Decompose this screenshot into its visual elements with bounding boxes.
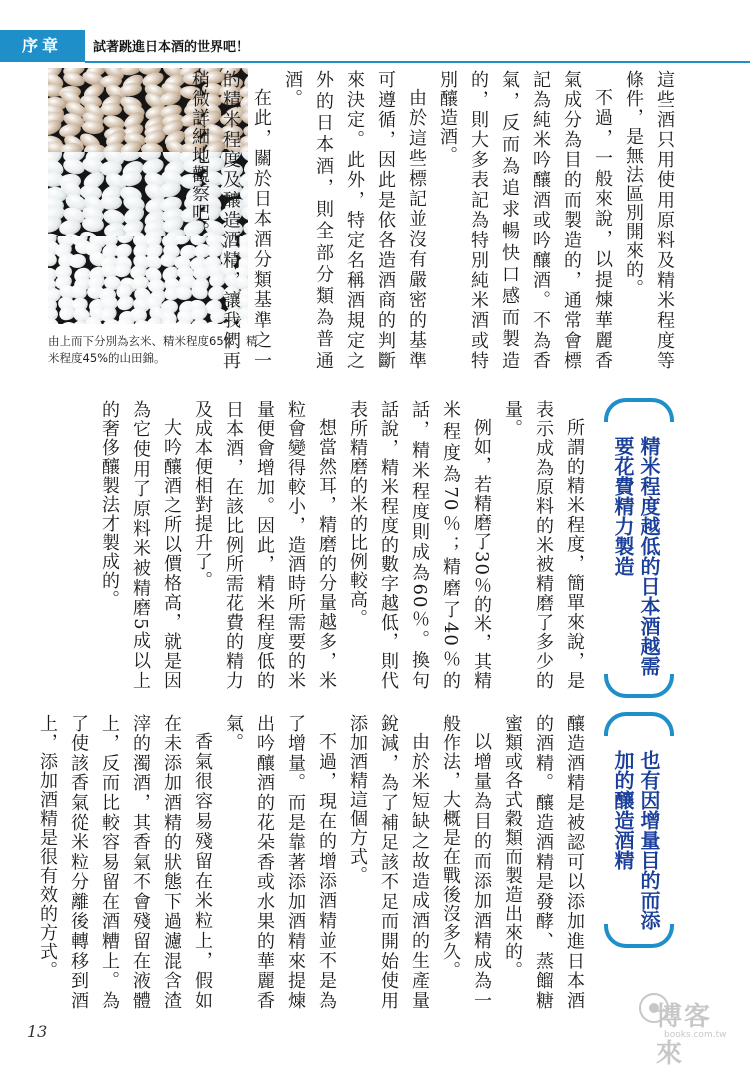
chapter-tab: 序章 (0, 30, 85, 62)
heading-polishing (604, 398, 674, 698)
photo-caption: 由上而下分別為玄米、精米程度65%、精米程度45%的山田錦。 (48, 334, 258, 365)
rice-grain (100, 195, 122, 210)
paragraph: 不過，一般來說，以提煉華麗香氣成分為目的而製造的，通常會標記為純米吟釀酒或吟釀酒。不為香氣，反而為追求暢快口感而製造的，則大多表記為特別純米酒或特別釀造酒。 (437, 70, 613, 370)
section-brewing-alcohol-text (37, 714, 590, 1010)
watermark-text: 博客來 (656, 1002, 713, 1069)
paragraph: 釀造酒精是被認可以添加進日本酒的酒精。釀造酒精是發酵、蒸餾糖蜜類或各式穀類而製造出來的。 (502, 714, 585, 1010)
paragraph: 由於這些標記並沒有嚴密的基準可遵循，因此是依各造酒商的判斷來決定。此外，特定名稱酒規定之外的日本酒，則全部分類為普通酒。 (282, 70, 427, 370)
rice-grain (100, 103, 122, 116)
heading-brewing-alcohol (604, 712, 674, 948)
bookstore-watermark (636, 986, 736, 1069)
heading-text: 也有因增量目的而添加的釀造酒精 (611, 750, 661, 930)
paragraph: 這些酒只用使用原料及精米程度等條件，是無法區別開來的。 (623, 70, 675, 370)
paragraph: 由於米短缺之故造成酒的生產量銳減，為了補足該不足而開始使用添加酒精這個方式。 (347, 714, 430, 1010)
page-number: 13 (27, 1022, 48, 1041)
paragraph: 想當然耳，精磨的分量越多，米粒會變得較小，造酒時所需要的米量便會增加。因此，精米程度低的日本酒，在該比例所需花費的精力及成本便相對提升了。 (192, 400, 337, 690)
heading-bracket-top (604, 712, 674, 736)
chapter-subtitle: 試著跳進日本酒的世界吧！ (93, 40, 250, 55)
paragraph: 在此，關於日本酒分類基準之一的精米程度及釀造酒精，讓我們再稍微詳細地觀察吧。 (189, 70, 272, 370)
paragraph: 例如，若精磨了30％的米，其精米程度為70％；精磨了40％的話，精米程度則成為60％。換句話說，精米程度的數字越低，則代表所精磨的米的比例較高。 (347, 400, 492, 690)
heading-bracket-bottom (604, 674, 674, 698)
paragraph: 香氣很容易殘留在米粒上，假如在未添加酒精的狀態下過濾混含渣滓的濁酒，其香氣不會殘留在液體上，反而比較容易留在酒糟上。為了使該香氣從米粒分離後轉移到酒上，添加酒精是很有效的方式。 (37, 714, 213, 1010)
header-rule (85, 61, 750, 63)
heading-text: 精米程度越低的日本酒越需要花費精力製造 (611, 436, 661, 676)
heading-bracket-bottom (604, 924, 674, 948)
watermark-url: books.com.tw (664, 1030, 727, 1040)
paragraph: 大吟釀酒之所以價格高，就是因為它使用了原料米被精磨5成以上的奢侈釀製法才製成的。 (99, 400, 182, 690)
paragraph: 所謂的精米程度，簡單來說，是表示成為原料的米被精磨了多少的量。 (502, 400, 585, 690)
heading-bracket-top (604, 398, 674, 422)
section-intro-text (189, 70, 680, 370)
paragraph: 以增量為目的而添加酒精成為一般作法，大概是在戰後沒多久。 (440, 714, 492, 1010)
section-polishing-text (99, 400, 590, 690)
paragraph: 不過，現在的增添酒精並不是為了增量。而是靠著添加酒精來提煉出吟釀酒的花朵香或水果的華麗香氣。 (223, 714, 337, 1010)
